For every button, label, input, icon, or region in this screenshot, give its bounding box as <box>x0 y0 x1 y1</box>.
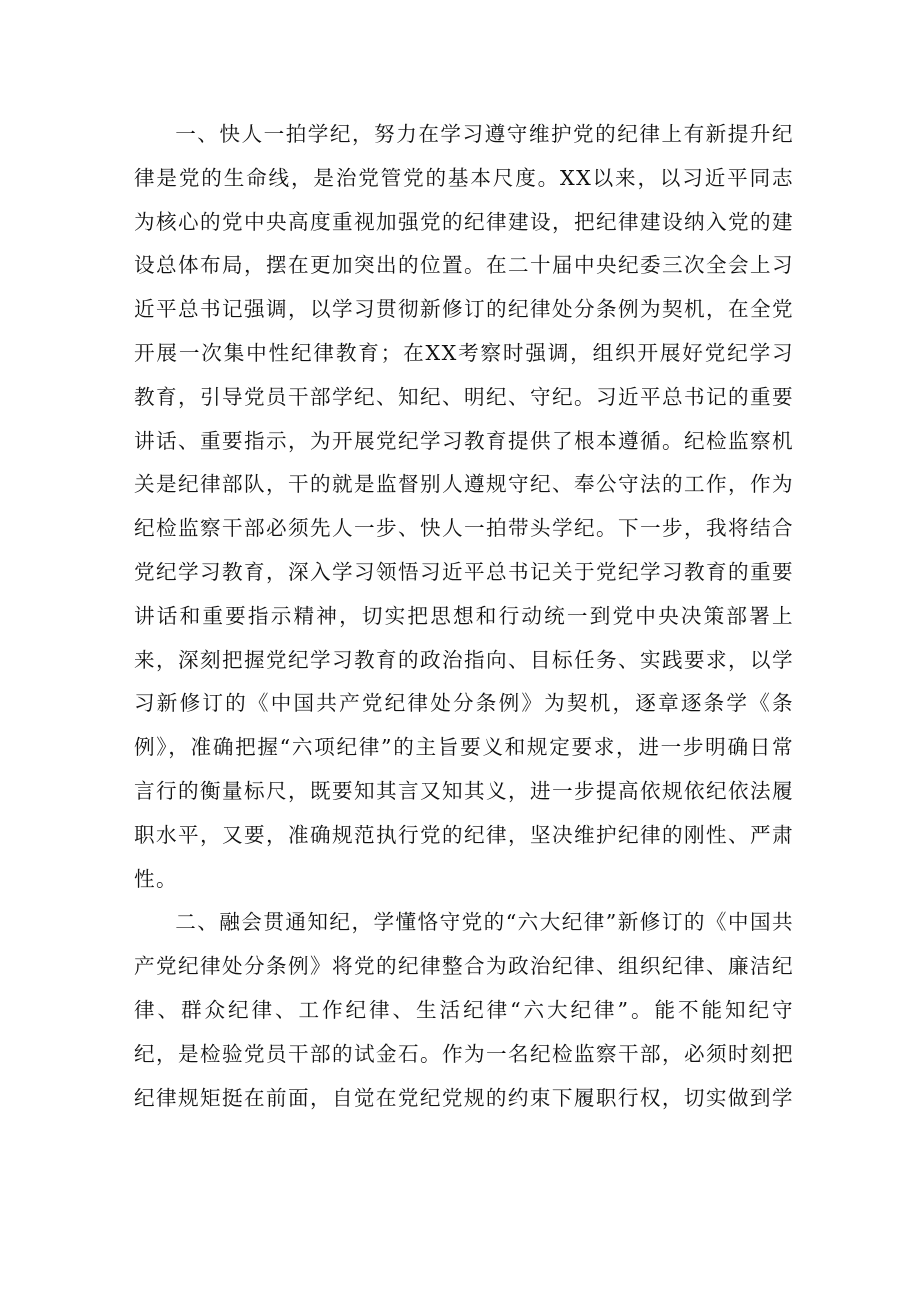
paragraph-1: 一、快人一拍学纪，努力在学习遵守维护党的纪律上有新提升纪律是党的生命线，是治党管党的基本尺度。XX以来，以习近平同志为核心的党中央高度重视加强党的纪律建设，把纪律建设纳入党的建设总体布局，摆在更加突出的位置。在二十届中央纪委三次全会上习近平总书记强调，以学习贯彻新修订的纪律处分条例为契机，在全党开展一次集中性纪律教育；在XX考察时强调，组织开展好党纪学习教育，引导党员干部学纪、知纪、明纪、守纪。习近平总书记的重要讲话、重要指示，为开展党纪学习教育提供了根本遵循。纪检监察机关是纪律部队，干的就是监督别人遵规守纪、奉公守法的工作，作为纪检监察干部必须先人一步、快人一拍带头学纪。下一步，我将结合党纪学习教育，深入学习领悟习近平总书记关于党纪学习教育的重要讲话和重要指示精神，切实把思想和行动统一到党中央决策部署上来，深刻把握党纪学习教育的政治指向、目标任务、实践要求，以学习新修订的《中国共产党纪律处分条例》为契机，逐章逐条学《条例》，准确把握“六项纪律”的主旨要义和规定要求，进一步明确日常言行的衡量标尺，既要知其言又知其义，进一步提高依规依纪依法履职水平，又要，准确规范执行党的纪律，坚决维护纪律的刚性、严肃性。 <box>134 122 794 891</box>
document-body <box>134 113 794 1120</box>
paragraph-2: 二、融会贯通知纪，学懂恪守党的“六大纪律”新修订的《中国共产党纪律处分条例》将党的纪律整合为政治纪律、组织纪律、廉洁纪律、群众纪律、工作纪律、生活纪律“六大纪律”。能不能知纪守纪，是检验党员干部的试金石。作为一名纪检监察干部，必须时刻把纪律规矩挺在前面，自觉在党纪党规的约束下履职行权，切实做到学 <box>134 910 794 1110</box>
